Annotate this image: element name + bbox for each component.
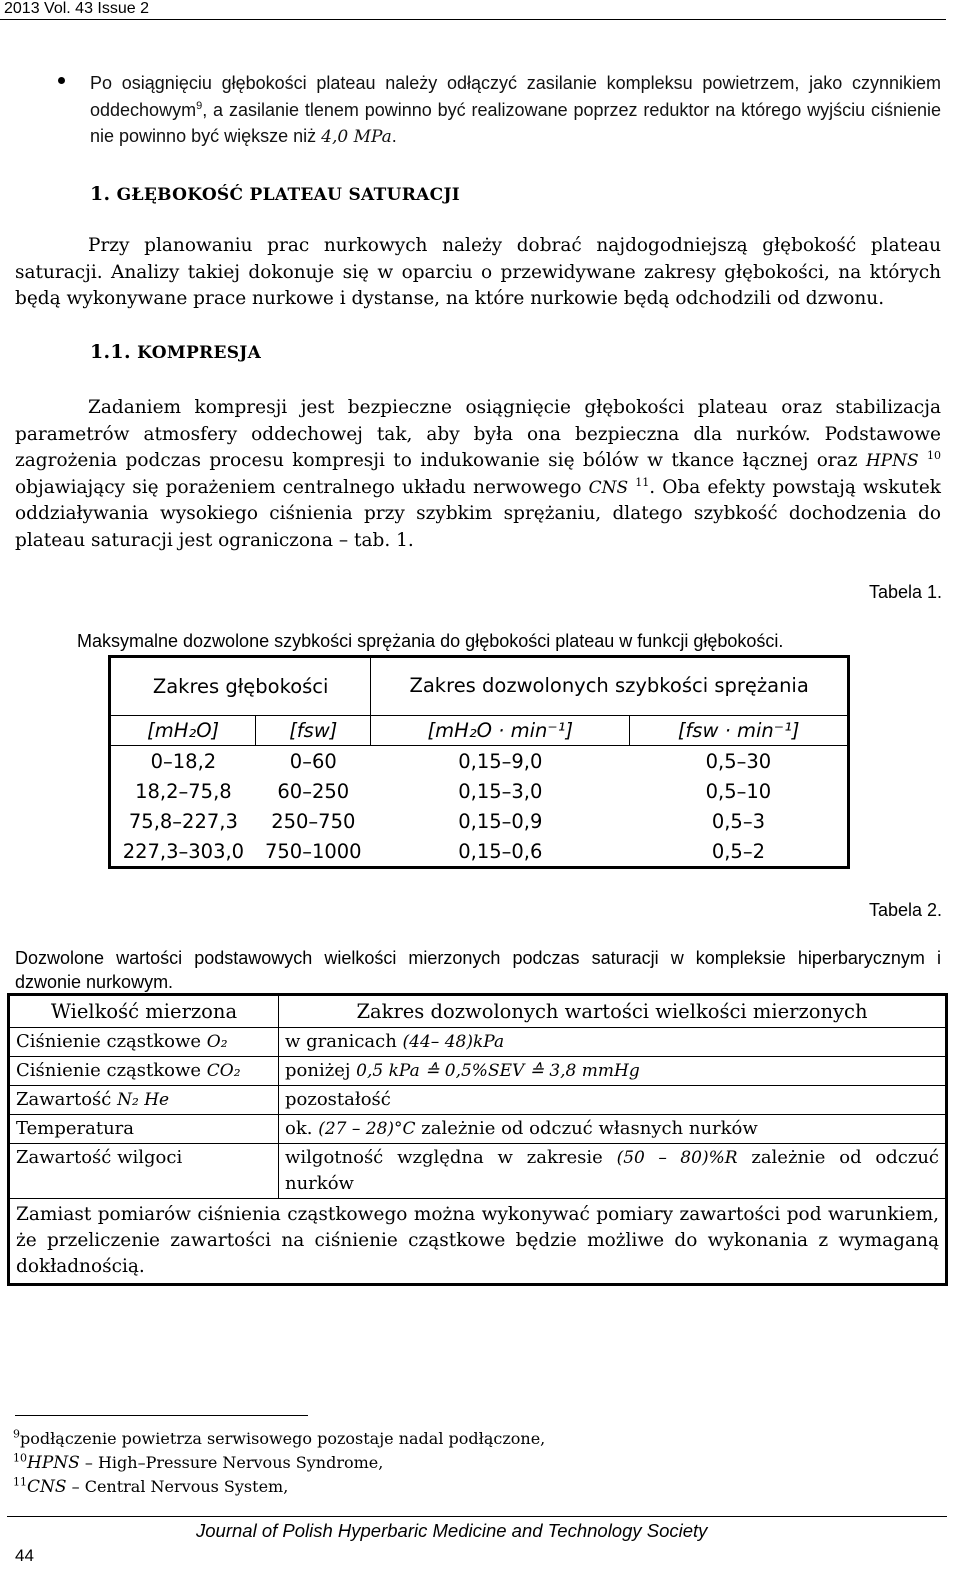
t2-quantity bbox=[9, 1057, 279, 1086]
t1-cell: 0,15–9,0 bbox=[458, 749, 543, 773]
t2-quantity-math: N₂ He bbox=[117, 1090, 170, 1110]
footnote-9-text: podłączenie powietrza serwisowego pozostaje nadal podłączone, bbox=[20, 1429, 546, 1448]
t1-header-depth: Zakres głębokości bbox=[110, 657, 371, 716]
t2-quantity bbox=[9, 1028, 279, 1057]
t2-quantity-text: Ciśnienie cząstkowe bbox=[16, 1060, 207, 1081]
footnote-11 bbox=[13, 1475, 288, 1499]
bullet-paragraph bbox=[90, 70, 941, 151]
kompresja-text-1: Zadaniem kompresji jest bezpieczne osiągnięcie głębokości plateau oraz stabilizacja parametrów atmosfery oddechowej tak, aby była ona bezpieczna dla nurków. Podstawowe zagrożenia podczas procesu kompresji to indukowanie się bólów w tkance łącznej oraz bbox=[15, 397, 941, 471]
t2-range-math: (27 – 28)°C bbox=[318, 1119, 416, 1139]
t1-cell: 0,5–10 bbox=[705, 779, 772, 803]
bullet-text-before: Po osiągnięciu głębokości plateau należy odłączyć zasilanie kompleksu powietrzem, jako czynnikiem oddechowym bbox=[90, 73, 941, 120]
table-row bbox=[9, 1057, 947, 1086]
table-row bbox=[110, 776, 849, 806]
section-1-1-title: KOMPRESJA bbox=[137, 343, 262, 363]
section-1-heading bbox=[90, 183, 460, 205]
t1-unit-mh2o-min: [mH₂O · min⁻¹] bbox=[371, 715, 630, 745]
t1-cell: 18,2–75,8 bbox=[135, 779, 232, 803]
footnote-ref-10[interactable]: 10 bbox=[927, 448, 941, 462]
kompresja-text-2: objawiający się porażeniem centralnego układu nerwowego bbox=[15, 476, 589, 498]
t1-unit-fsw: [fsw] bbox=[256, 715, 371, 745]
t1-cell: 0–18,2 bbox=[150, 749, 217, 773]
table-row bbox=[110, 837, 849, 867]
t2-range-math: 0,5 kPa ≙ 0,5%SEV ≙ 3,8 mmHg bbox=[356, 1061, 640, 1081]
table-row bbox=[9, 1086, 947, 1115]
bullet-text-after: , a zasilanie tlenem powinno być realizowane poprzez reduktor na którego wyjściu ciśnienie nie powinno być większe niż bbox=[90, 99, 941, 146]
table-row bbox=[110, 807, 849, 837]
t1-cell: 0,5–3 bbox=[711, 810, 765, 834]
bullet-text-end: . bbox=[391, 126, 397, 146]
table-2-caption: Dozwolone wartości podstawowych wielkości mierzonych podczas saturacji w kompleksie hiperbarycznym i dzwonie nurkowym. bbox=[15, 948, 941, 992]
t2-quantity-text: Temperatura bbox=[16, 1118, 135, 1139]
footnote-9-ref: 9 bbox=[13, 1427, 20, 1441]
t2-range bbox=[279, 1057, 947, 1086]
footnote-9 bbox=[13, 1427, 545, 1451]
table-2-label: Tabela 2. bbox=[868, 900, 942, 920]
hpns-math: HPNS bbox=[865, 451, 919, 471]
footer-rule bbox=[7, 1516, 947, 1517]
t2-range bbox=[279, 1028, 947, 1057]
t2-range-math: (50 – 80)%R bbox=[616, 1148, 738, 1168]
footnote-11-ref: 11 bbox=[13, 1475, 27, 1489]
t1-cell: 0–60 bbox=[289, 749, 337, 773]
footnote-10 bbox=[13, 1451, 383, 1475]
t1-cell: 0,5–2 bbox=[711, 840, 765, 863]
t1-cell: 75,8–227,3 bbox=[128, 810, 238, 834]
t1-cell: 0,15–0,9 bbox=[458, 810, 543, 834]
table-row bbox=[110, 746, 849, 776]
t2-range-text: pozostałość bbox=[285, 1089, 391, 1110]
table-1 bbox=[108, 655, 850, 869]
footnote-10-math: HPNS bbox=[27, 1453, 80, 1473]
t1-cell: 250–750 bbox=[271, 810, 356, 834]
t2-note: Zamiast pomiarów ciśnienia cząstkowego można wykonywać pomiary zawartości pod warunkiem, że przeliczenie zawartości na ciśnienie cząstkowe będzie możliwe do wykonania z wymaganą dokładnością. bbox=[9, 1199, 947, 1285]
running-header: 2013 Vol. 43 Issue 2 bbox=[4, 0, 149, 17]
section-1-1-number: 1.1. bbox=[90, 341, 131, 363]
footnote-10-ref: 10 bbox=[13, 1451, 27, 1465]
section-1-number: 1. bbox=[90, 183, 111, 205]
bullet-icon bbox=[58, 77, 65, 84]
t2-quantity-math: CO₂ bbox=[206, 1061, 241, 1081]
footnote-11-math: CNS bbox=[27, 1477, 67, 1497]
table-1-label: Tabela 1. bbox=[868, 582, 942, 602]
header-rule bbox=[0, 19, 946, 20]
t1-header-rate: Zakres dozwolonych szybkości sprężania bbox=[371, 657, 849, 716]
t2-header-range: Zakres dozwolonych wartości wielkości mierzonych bbox=[279, 995, 947, 1028]
t2-range bbox=[279, 1144, 947, 1199]
t2-quantity-text: Zawartość wilgoci bbox=[16, 1147, 183, 1168]
footnote-rule bbox=[15, 1415, 308, 1416]
section-1-title: GŁĘBOKOŚĆ PLATEAU SATURACJI bbox=[116, 185, 461, 205]
footnote-ref-9[interactable]: 9 bbox=[196, 99, 203, 112]
t2-range-text: w granicach bbox=[285, 1031, 403, 1052]
t2-quantity bbox=[9, 1115, 279, 1144]
t2-range bbox=[279, 1115, 947, 1144]
footnote-11-text: – Central Nervous System, bbox=[66, 1477, 289, 1496]
t2-quantity-text: Ciśnienie cząstkowe bbox=[16, 1031, 207, 1052]
section-1-1-heading bbox=[90, 341, 261, 363]
pressure-math: 4,0 MPa bbox=[321, 127, 392, 147]
t2-quantity bbox=[9, 1144, 279, 1199]
page-number: 44 bbox=[15, 1546, 34, 1565]
t1-unit-mh2o: [mH₂O] bbox=[110, 715, 256, 745]
t2-range-text: poniżej bbox=[285, 1060, 357, 1081]
table-row bbox=[9, 1115, 947, 1144]
t2-range bbox=[279, 1086, 947, 1115]
t2-range-math: (44– 48)kPa bbox=[402, 1032, 505, 1052]
t1-cell: 0,15–3,0 bbox=[458, 779, 543, 803]
t2-range-text: wilgotność względna w zakresie bbox=[285, 1147, 617, 1168]
t1-unit-fsw-min: [fsw · min⁻¹] bbox=[630, 715, 849, 745]
t1-cell: 227,3–303,0 bbox=[122, 840, 245, 863]
cns-math: CNS bbox=[588, 477, 629, 498]
t2-range-after: zależnie od odczuć nurków bbox=[285, 1147, 940, 1194]
table-row bbox=[9, 1144, 947, 1199]
t2-quantity bbox=[9, 1086, 279, 1115]
kompresja-text-3: . Oba efekty powstają wskutek oddziaływania wysokiego ciśnienia przy szybkim sprężaniu, dlatego szybkość dochodzenia do plateau saturacji jest ograniczona – tab. 1. bbox=[15, 476, 942, 551]
t2-range-text: ok. bbox=[285, 1118, 319, 1139]
table-1-caption: Maksymalne dozwolone szybkości sprężania do głębokości plateau w funkcji głębokości. bbox=[77, 631, 784, 651]
section-1-1-paragraph bbox=[15, 395, 941, 554]
t1-cell: 750–1000 bbox=[264, 840, 362, 863]
t2-quantity-math: O₂ bbox=[206, 1032, 228, 1052]
t2-header-quantity: Wielkość mierzona bbox=[9, 995, 279, 1028]
t1-cell: 0,5–30 bbox=[705, 749, 772, 773]
t1-cell: 60–250 bbox=[277, 779, 350, 803]
footnote-ref-11[interactable]: 11 bbox=[635, 475, 650, 489]
footnote-10-text: – High–Pressure Nervous Syndrome, bbox=[79, 1453, 384, 1472]
journal-name: Journal of Polish Hyperbaric Medicine and Technology Society bbox=[196, 1520, 708, 1541]
t2-quantity-text: Zawartość bbox=[16, 1089, 118, 1110]
section-1-paragraph: Przy planowaniu prac nurkowych należy dobrać najdogodniejszą głębokość plateau saturacji. Analizy takiej dokonuje się w oparciu o przewidywane zakresy głębokości, na których będą wykonywane prace nurkowe i dystanse, na które nurkowie będą odchodzili od dzwonu. bbox=[15, 235, 941, 309]
table-row bbox=[9, 1028, 947, 1057]
table-2 bbox=[7, 993, 948, 1286]
t1-cell: 0,15–0,6 bbox=[458, 840, 543, 863]
t2-range-after: zależnie od odczuć własnych nurków bbox=[415, 1118, 758, 1139]
